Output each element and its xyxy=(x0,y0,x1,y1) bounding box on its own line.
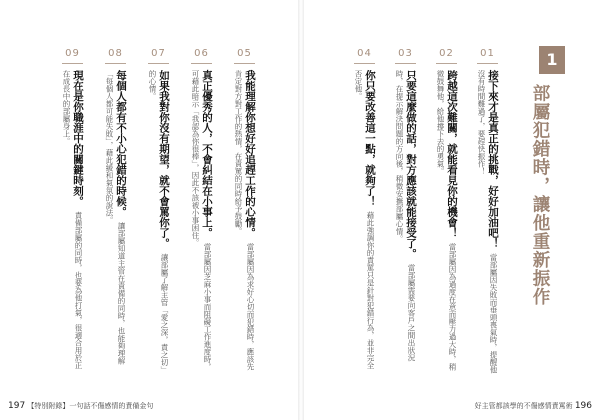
divider xyxy=(436,63,457,64)
tip-number: 02 xyxy=(439,48,454,59)
divider xyxy=(234,63,255,64)
tip-body: 藉此強調你的責罵只是針對犯錯行為，並非完全否定他。 xyxy=(354,70,375,370)
tip-headline: 只要這麼做的話，對方應該就能接受了。 xyxy=(405,70,417,259)
tip-text xyxy=(476,70,499,375)
divider xyxy=(62,63,83,64)
tip-headline: 接下來才是真正的挑戰，好好加油吧！ xyxy=(487,70,499,249)
tip-08 xyxy=(103,46,128,376)
tip-05 xyxy=(232,46,257,376)
running-title: 好主管都該學的不傷感情責罵術 xyxy=(474,402,573,410)
tip-number: 03 xyxy=(398,48,413,59)
left-footer xyxy=(8,401,153,411)
tip-headline: 我能理解你想好好追趕工作的心情。 xyxy=(244,70,256,238)
page-number: 196 xyxy=(574,401,592,411)
tip-headline: 如果我對你沒有期望，就不會罵你了。 xyxy=(158,70,170,249)
tip-text xyxy=(147,70,170,375)
tip-body: 當部屬需要向客戶之間出狀況時，在提示解決問題的方向後，稍微安撫部屬心情。 xyxy=(395,70,416,362)
running-title: 【特別附錄】一句話不傷感情的責備金句 xyxy=(27,402,154,410)
tip-01 xyxy=(475,46,500,376)
tip-06 xyxy=(189,46,214,376)
tip-07 xyxy=(146,46,171,376)
right-page xyxy=(304,0,600,420)
tip-text xyxy=(353,70,376,375)
tip-04 xyxy=(352,46,377,376)
tip-02 xyxy=(434,46,459,376)
tip-number: 04 xyxy=(357,48,372,59)
divider xyxy=(191,63,212,64)
chapter-title: 部屬犯錯時，讓他重新振作 xyxy=(530,84,550,306)
tip-text xyxy=(190,70,213,375)
tip-number: 05 xyxy=(237,48,252,59)
tip-number: 06 xyxy=(194,48,209,59)
tip-text xyxy=(233,70,256,375)
divider xyxy=(105,63,126,64)
tip-body: 當部屬因芝麻小事而阻礙工作進度時，可藉此暗示「我認為你很棒」，因此不該被小事困住。 xyxy=(191,70,212,371)
tip-headline: 現在是你職涯中的關鍵時刻。 xyxy=(72,70,84,207)
tip-body: 當部屬因失敗而垂頭喪氣時，提醒他沒有時間難過了，要趕快振作！ xyxy=(477,70,498,374)
tip-number: 07 xyxy=(151,48,166,59)
tip-body: 讓部屬了解主管「愛之深，責之切」的心情。 xyxy=(148,70,169,374)
tip-headline: 真正優秀的人，不會糾結在小事上。 xyxy=(201,70,213,238)
left-page xyxy=(0,0,298,420)
tip-body: 當部屬因為求好心切而犯錯時，應該先肯定對方對工作的熱情，在責罵的同時給予鼓勵。 xyxy=(234,70,255,371)
right-footer xyxy=(475,401,592,411)
tip-text xyxy=(104,70,127,375)
tip-text xyxy=(61,70,84,375)
tip-09 xyxy=(60,46,85,376)
tip-text xyxy=(435,70,458,375)
tip-number: 08 xyxy=(108,48,123,59)
chapter-number: 1 xyxy=(539,46,565,74)
tip-number: 09 xyxy=(65,48,80,59)
tip-number: 01 xyxy=(480,48,495,59)
tip-headline: 你只要改善這一點，就夠了！ xyxy=(364,70,376,207)
tip-03 xyxy=(393,46,418,376)
divider xyxy=(354,63,375,64)
tip-text xyxy=(394,70,417,375)
divider xyxy=(477,63,498,64)
tip-body: 讓部屬知道主管在責備的同時，也能夠理解「每個人都可能失敗」，藉此緩和氣氛的說法。 xyxy=(105,70,126,365)
tip-body: 當部屬因為過度在意而壓力過大時，稍微鼓舞他，給他撐下去的勇氣。 xyxy=(436,70,457,371)
tip-headline: 每個人都有不小心犯錯的時候。 xyxy=(115,70,127,217)
tip-headline: 跨越這次難關，就能看見你的機會！ xyxy=(446,70,458,238)
page-number: 197 xyxy=(8,401,26,411)
tip-body: 責備部屬的同時，也要為他打氣，很適合用於正在成長中的部屬身上。 xyxy=(62,70,83,370)
divider xyxy=(148,63,169,64)
divider xyxy=(395,63,416,64)
